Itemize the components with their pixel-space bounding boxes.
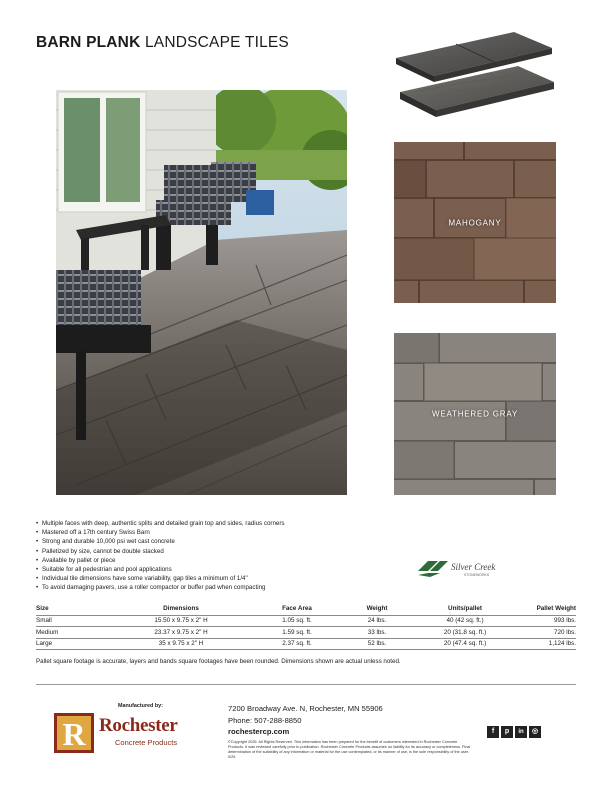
- rochester-subtitle: Concrete Products: [115, 738, 178, 747]
- col-pallet-weight: Pallet Weight: [536, 604, 576, 612]
- silver-creek-logo: [418, 557, 500, 581]
- table-header-row: [36, 604, 576, 615]
- pinterest-icon[interactable]: p: [501, 726, 513, 738]
- svg-text:R: R: [62, 716, 86, 752]
- cell: 720 lbs.: [514, 627, 576, 639]
- table-footnote: Pallet square footage is accurate, layers and bands square footages have been rounded. Dimensions shown are actual unless noted.: [36, 658, 401, 665]
- feature-item: • Suitable for all pedestrian and pool applications: [36, 565, 285, 574]
- feature-item: • Strong and durable 10,000 psi wet cast concrete: [36, 537, 285, 546]
- table-row: [36, 627, 576, 639]
- website-link[interactable]: rochestercp.com: [228, 727, 290, 736]
- cell: Small: [36, 615, 106, 627]
- copyright-notice: ©Copyright 2025. All Rights Reserved. This information has been prepared for the benefit of customers interested in Rochester Concrete Products. It was reviewed carefully prior to publication. Rochester Concrete Products assumes no liability for its accuracy or completeness. Final determination of the suitability of any information or material for the use contemplated, or its manner of use, is the sole responsibility of the user. 0/25: [228, 740, 471, 759]
- title-light: LANDSCAPE TILES: [144, 34, 289, 51]
- rochester-wordmark: Rochester: [99, 715, 178, 736]
- mahogany-label: MAHOGANY: [448, 218, 502, 227]
- product-thumbnail: [394, 30, 554, 128]
- contact-block: [228, 703, 383, 738]
- phone: Phone: 507-288-8850: [228, 715, 302, 725]
- instagram-icon[interactable]: ◎: [529, 726, 541, 738]
- silver-creek-sub: STONEWORKS: [464, 573, 490, 577]
- swatch-mahogany: [394, 142, 556, 303]
- cell: 15.50 x 9.75 x 2" H: [106, 615, 256, 627]
- feature-item: • Multiple faces with deep, authentic splits and detailed grain top and sides, radius corners: [36, 519, 285, 528]
- cell: 993 lbs.: [514, 615, 576, 627]
- col-weight: Weight: [366, 604, 388, 612]
- cell: Medium: [36, 627, 106, 639]
- feature-item: • Mastered off a 17th century Swiss Barn: [36, 528, 285, 537]
- feature-item: • Individual tile dimensions have some variability, gap tiles a minimum of 1/4": [36, 574, 285, 583]
- weathered-gray-label: WEATHERED GRAY: [431, 409, 519, 419]
- patio-photo: [56, 90, 347, 495]
- cell: 1,124 lbs.: [514, 638, 576, 650]
- silver-creek-name: Silver Creek: [451, 562, 496, 572]
- feature-item: • Palletized by size, cannot be double stacked: [36, 547, 285, 556]
- manufactured-by-label: Manufactured by:: [118, 703, 163, 709]
- col-face-area: Face Area: [282, 604, 312, 612]
- col-units-pallet: Units/pallet: [448, 604, 482, 612]
- cell: 24 lbs.: [338, 615, 416, 627]
- social-links: [487, 726, 541, 738]
- page-title: [36, 34, 289, 52]
- cell: 20 (47.4 sq. ft.): [416, 638, 514, 650]
- cell: 23.37 x 9.75 x 2" H: [106, 627, 256, 639]
- feature-item: • Available by pallet or piece: [36, 556, 285, 565]
- cell: 35 x 9.75 x 2" H: [106, 638, 256, 650]
- cell: 1.59 sq. ft.: [256, 627, 338, 639]
- col-dimensions: Dimensions: [163, 604, 199, 612]
- feature-item: • To avoid damaging pavers, use a roller compactor or buffer pad when compacting: [36, 583, 285, 592]
- cell: 33 lbs.: [338, 627, 416, 639]
- linkedin-icon[interactable]: in: [515, 726, 527, 738]
- table-row: [36, 615, 576, 627]
- col-size: Size: [36, 604, 49, 612]
- cell: Large: [36, 638, 106, 650]
- table-row: [36, 638, 576, 650]
- rochester-logo: [54, 713, 202, 753]
- facebook-icon[interactable]: f: [487, 726, 499, 738]
- cell: 1.05 sq. ft.: [256, 615, 338, 627]
- feature-list: [36, 519, 285, 593]
- swatch-weathered-gray: [394, 333, 556, 495]
- cell: 40 (42 sq. ft.): [416, 615, 514, 627]
- spec-table: [36, 604, 576, 650]
- cell: 52 lbs.: [338, 638, 416, 650]
- address: 7200 Broadway Ave. N, Rochester, MN 55906: [228, 704, 383, 713]
- title-bold: BARN PLANK: [36, 34, 141, 51]
- rochester-logo-mark: [54, 713, 94, 753]
- cell: 20 (31.8 sq. ft.): [416, 627, 514, 639]
- divider: [36, 684, 576, 685]
- cell: 2.37 sq. ft.: [256, 638, 338, 650]
